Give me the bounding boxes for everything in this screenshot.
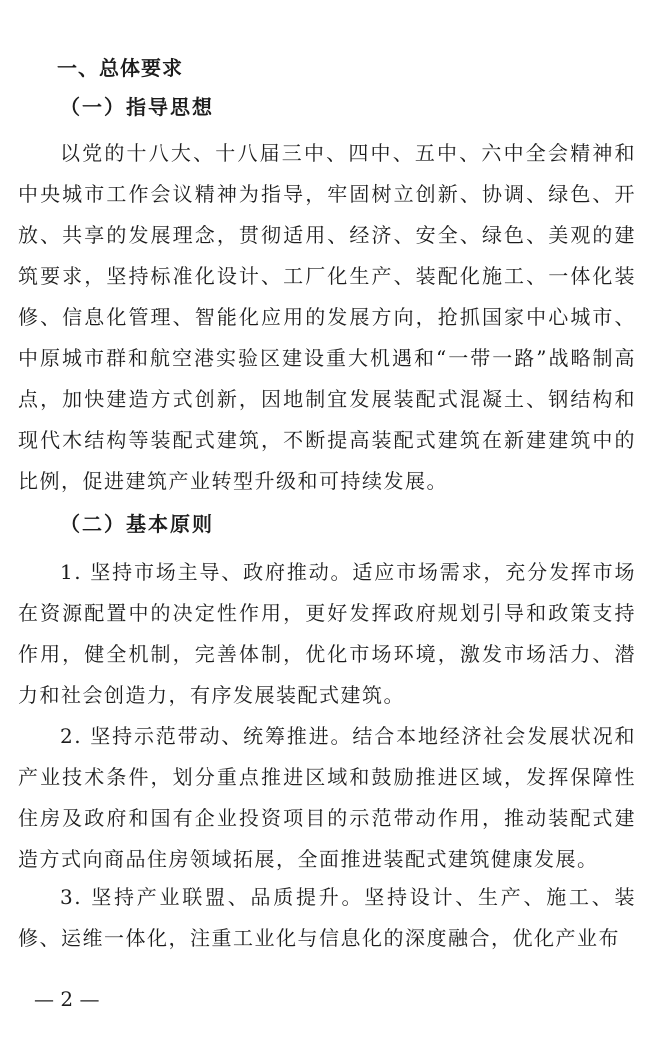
paragraph-guiding-ideology: 以党的十八大、十八届三中、四中、五中、六中全会精神和中央城市工作会议精神为指导，牢固树立创新、协调、绿色、开放、共享的发展理念，贯彻适用、经济、安全、绿色、美观的建筑要求，坚持标准化设计、工厂化生产、装配化施工、一体化装修、信息化管理、智能化应用的发展方向，抢抓国家中心城市、中原城市群和航空港实验区建设重大机遇和“一带一路”战略制高点，加快建造方式创新，因地制宜发展装配式混凝土、钢结构和现代木结构等装配式建筑，不断提高装配式建筑在新建建筑中的比例，促进建筑产业转型升级和可持续发展。: [18, 141, 636, 493]
principle-item-3: 3. 坚持产业联盟、品质提升。坚持设计、生产、施工、装修、运维一体化，注重工业化与信息化的深度融合，优化产业布: [18, 885, 636, 950]
principle-item-2: 2. 坚持示范带动、统筹推进。结合本地经济社会发展状况和产业技术条件，划分重点推进区域和鼓励推进区域，发挥保障性住房及政府和国有企业投资项目的示范带动作用，推动装配式建造方式向商品住房领域拓展，全面推进装配式建筑健康发展。: [18, 724, 636, 871]
principle-item-1: 1. 坚持市场主导、政府推动。适应市场需求，充分发挥市场在资源配置中的决定性作用，更好发挥政府规划引导和政策支持作用，健全机制，完善体制，优化市场环境，激发市场活力、潜力和社会创造力，有序发展装配式建筑。: [18, 560, 636, 707]
section-heading: 一、总体要求: [57, 56, 183, 80]
subsection-title-basic-principles: （二）基本原则: [60, 512, 214, 536]
subsection-title-guiding-ideology: （一）指导思想: [60, 95, 214, 119]
page-number: — 2 —: [34, 987, 100, 1011]
